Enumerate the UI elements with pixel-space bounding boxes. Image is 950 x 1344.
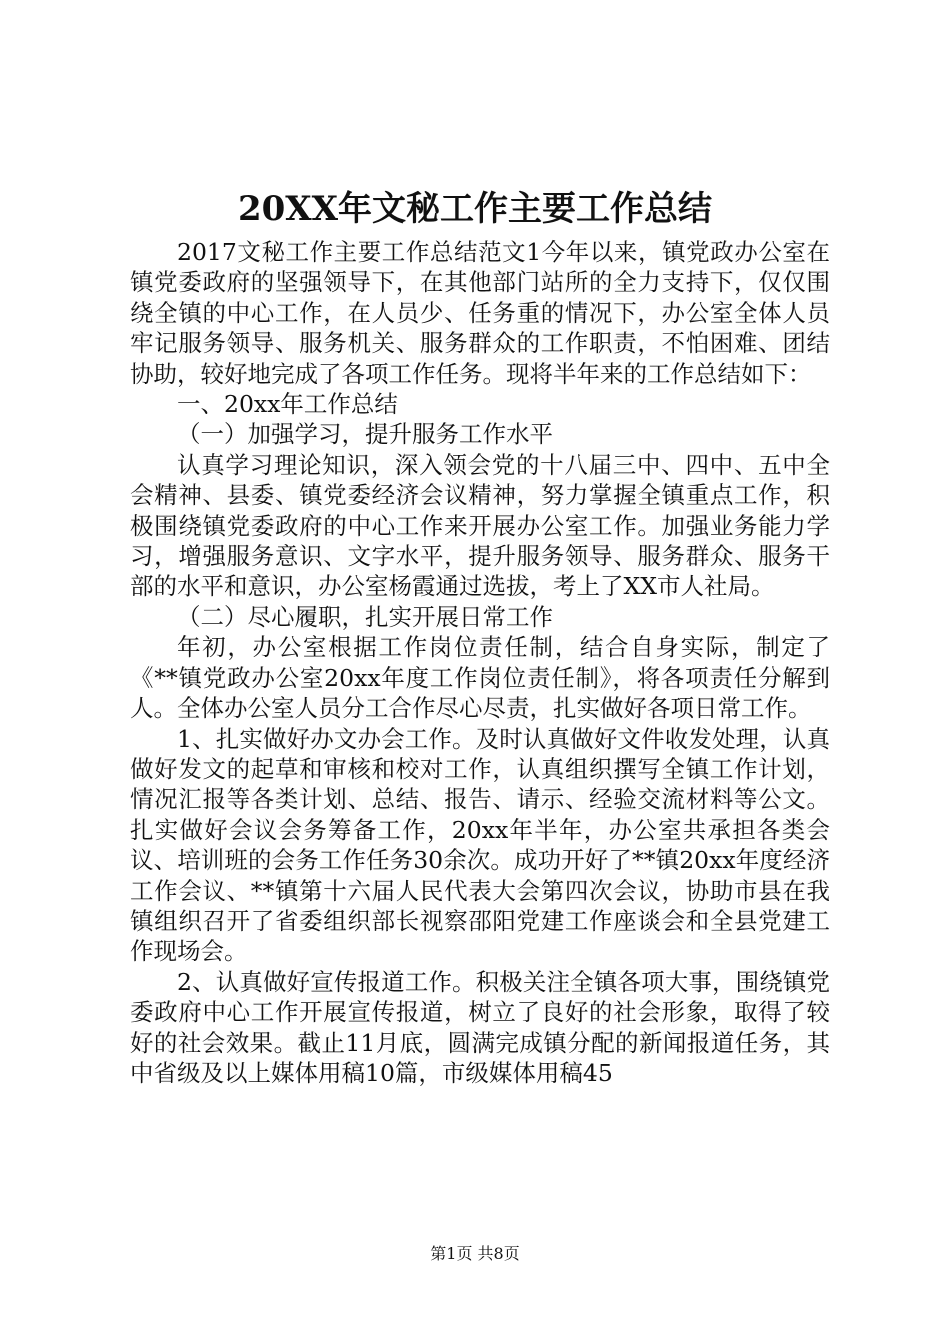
- paragraph-intro: 2017文秘工作主要工作总结范文1今年以来，镇党政办公室在镇党委政府的坚强领导下，在其他部门站所的全力支持下，仅仅围绕全镇的中心工作，在人员少、任务重的情况下，办公室全体人员牢记服务领导、服务机关、服务群众的工作职责，不怕困难、团结协助，较好地完成了各项工作任务。现将半年来的工作总结如下：: [130, 238, 830, 388]
- paragraph-publicity: 2、认真做好宣传报道工作。积极关注全镇各项大事，围绕镇党委政府中心工作开展宣传报道，树立了良好的社会形象，取得了较好的社会效果。截止11月底，圆满完成镇分配的新闻报道任务，其中省级及以上媒体用稿10篇，市级媒体用稿45: [130, 967, 830, 1087]
- paragraph-study: 认真学习理论知识，深入领会党的十八届三中、四中、五中全会精神、县委、镇党委经济会议精神，努力掌握全镇重点工作，积极围绕镇党委政府的中心工作来开展办公室工作。加强业务能力学习，增强服务意识、文字水平，提升服务领导、服务群众、服务干部的水平和意识，办公室杨霞通过选拔，考上了XX市人社局。: [130, 450, 830, 601]
- section-heading: 一、20xx年工作总结: [177, 390, 398, 419]
- subsection-heading-2: （二）尽心履职，扎实开展日常工作: [177, 602, 553, 631]
- page-title: 20XX年文秘工作主要工作总结: [237, 189, 713, 229]
- paragraph-responsibility: 年初，办公室根据工作岗位责任制，结合自身实际，制定了《**镇党政办公室20xx年度工作岗位责任制》，将各项责任分解到人。全体办公室人员分工合作尽心尽责，扎实做好各项日常工作。: [130, 633, 830, 723]
- subsection-heading-1: （一）加强学习，提升服务工作水平: [177, 420, 553, 449]
- paragraph-documents-meetings: 1、扎实做好办文办会工作。及时认真做好文件收发处理，认真做好发文的起草和审核和校对工作，认真组织撰写全镇工作计划，情况汇报等各类计划、总结、报告、请示、经验交流材料等公文。扎实做好会议会务筹备工作，20xx年半年，办公室共承担各类会议、培训班的会务工作任务30余次。成功开好了**镇20xx年度经济工作会议、**镇第十六届人民代表大会第四次会议，协助市县在我镇组织召开了省委组织部长视察邵阳党建工作座谈会和全县党建工作现场会。: [130, 724, 830, 966]
- page-number-footer: 第1页 共8页: [430, 1244, 520, 1263]
- document-body: [130, 237, 830, 1088]
